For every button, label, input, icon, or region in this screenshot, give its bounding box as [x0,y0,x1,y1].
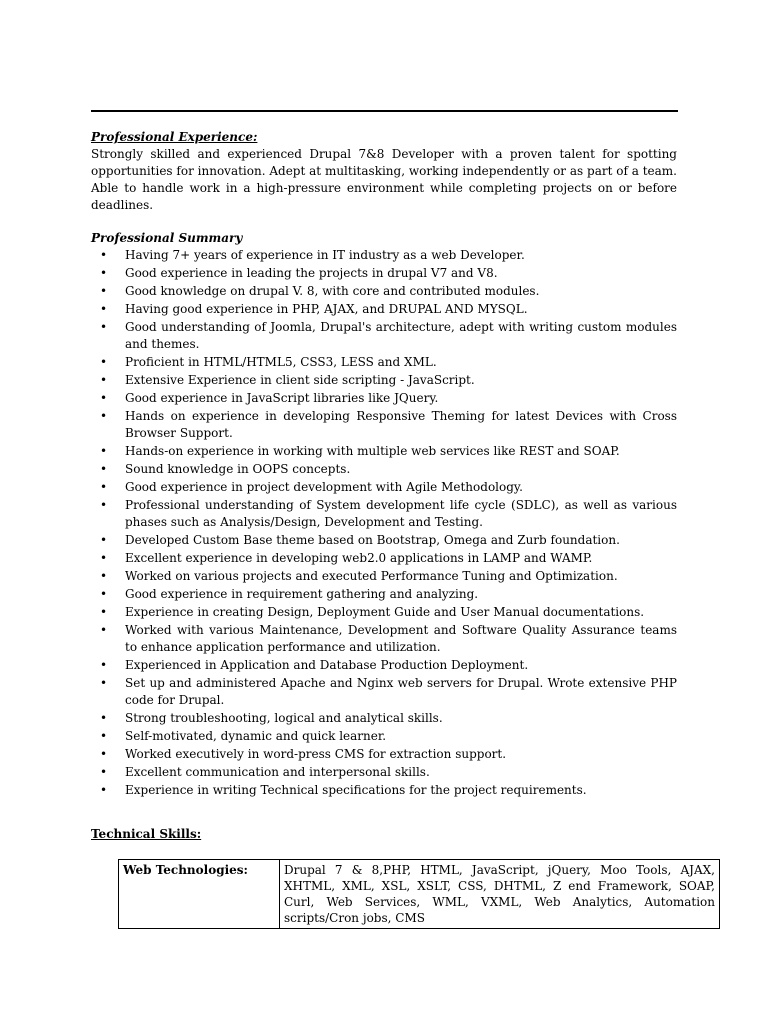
bullet-icon: • [100,783,108,797]
bullet-icon: • [100,248,108,262]
summary-bullet-text: Good knowledge on drupal V. 8, with core and contributed modules. [125,284,540,298]
summary-bullet-text: Extensive Experience in client side scripting - JavaScript. [125,373,475,387]
summary-bullet-item [91,390,677,407]
summary-bullet-item [91,443,677,460]
resume-content [91,129,715,929]
summary-bullet-text: Experience in creating Design, Deployment Guide and User Manual documentations. [125,605,645,619]
skill-category-label: Web Technologies: [119,860,280,929]
summary-bullet-text: Good experience in requirement gathering and analyzing. [125,587,479,601]
bullet-icon: • [100,533,108,547]
bullet-icon: • [100,658,108,672]
professional-experience-intro: Strongly skilled and experienced Drupal 7&8 Developer with a proven talent for spotting opportunities for innovation. Adept at multitasking, working independently or as part of a team. Able to handle work in a high-pressure environment while completing projects on or before deadlines. [91,147,677,212]
summary-bullet-text: Good understanding of Joomla, Drupal's architecture, adept with writing custom modules and themes. [125,320,677,351]
summary-bullet-item [91,550,677,567]
summary-bullet-item [91,319,677,353]
bullet-icon: • [100,623,108,637]
bullet-icon: • [100,373,108,387]
summary-bullet-item [91,354,677,371]
bullet-icon: • [100,747,108,761]
summary-bullet-item [91,265,677,282]
professional-experience-heading: Professional Experience: [91,130,258,144]
summary-bullet-text: Developed Custom Base theme based on Bootstrap, Omega and Zurb foundation. [125,533,620,547]
summary-bullet-text: Professional understanding of System development life cycle (SDLC), as well as various phases such as Analysis/Design, Development and Testing. [125,498,677,529]
summary-bullet-item [91,710,677,727]
summary-bullet-item [91,746,677,763]
summary-bullet-text: Experienced in Application and Database Production Deployment. [125,658,529,672]
summary-bullet-item [91,408,677,442]
summary-bullet-text: Excellent experience in developing web2.0 applications in LAMP and WAMP. [125,551,593,565]
bullet-icon: • [100,302,108,316]
summary-bullet-item [91,586,677,603]
summary-bullet-text: Having good experience in PHP, AJAX, and DRUPAL AND MYSQL. [125,302,528,316]
bullet-icon: • [100,409,108,423]
summary-bullet-text: Set up and administered Apache and Nginx web servers for Drupal. Wrote extensive PHP code for Drupal. [125,676,677,707]
summary-bullet-text: Good experience in JavaScript libraries like JQuery. [125,391,439,405]
summary-bullet-item [91,675,677,709]
summary-bullet-item [91,622,677,656]
summary-bullet-text: Self-motivated, dynamic and quick learner. [125,729,387,743]
summary-bullet-text: Good experience in project development with Agile Methodology. [125,480,523,494]
header-divider [91,110,678,112]
bullet-icon: • [100,605,108,619]
summary-bullet-text: Sound knowledge in OOPS concepts. [125,462,351,476]
professional-summary-list [91,247,677,799]
summary-bullet-text: Worked executively in word-press CMS for extraction support. [125,747,507,761]
summary-bullet-item [91,728,677,745]
bullet-icon: • [100,462,108,476]
summary-bullet-item [91,764,677,781]
technical-skills-heading: Technical Skills: [91,827,202,841]
bullet-icon: • [100,320,108,334]
summary-bullet-text: Proficient in HTML/HTML5, CSS3, LESS and XML. [125,355,437,369]
summary-bullet-text: Experience in writing Technical specifications for the project requirements. [125,783,587,797]
summary-bullet-text: Excellent communication and interpersonal skills. [125,765,430,779]
summary-bullet-item [91,604,677,621]
summary-bullet-item [91,532,677,549]
summary-bullet-text: Having 7+ years of experience in IT industry as a web Developer. [125,248,525,262]
summary-bullet-text: Hands on experience in developing Responsive Theming for latest Devices with Cross Browser Support. [125,409,677,440]
bullet-icon: • [100,711,108,725]
bullet-icon: • [100,569,108,583]
bullet-icon: • [100,587,108,601]
summary-bullet-text: Worked on various projects and executed Performance Tuning and Optimization. [125,569,618,583]
summary-bullet-item [91,479,677,496]
summary-bullet-item [91,301,677,318]
summary-bullet-text: Hands-on experience in working with multiple web services like REST and SOAP. [125,444,620,458]
bullet-icon: • [100,391,108,405]
bullet-icon: • [100,676,108,690]
summary-bullet-item [91,247,677,264]
summary-bullet-item [91,657,677,674]
summary-bullet-item [91,283,677,300]
skills-table-row [119,860,720,929]
bullet-icon: • [100,284,108,298]
summary-bullet-item [91,497,677,531]
bullet-icon: • [100,729,108,743]
summary-bullet-text: Good experience in leading the projects in drupal V7 and V8. [125,266,498,280]
summary-bullet-item [91,782,677,799]
bullet-icon: • [100,355,108,369]
bullet-icon: • [100,498,108,512]
summary-bullet-text: Strong troubleshooting, logical and analytical skills. [125,711,443,725]
bullet-icon: • [100,480,108,494]
bullet-icon: • [100,551,108,565]
summary-bullet-item [91,372,677,389]
skill-category-value: Drupal 7 & 8,PHP, HTML, JavaScript, jQuery, Moo Tools, AJAX, XHTML, XML, XSL, XSLT, CSS, DHTML, Z end Framework, SOAP, Curl, Web Services, WML, VXML, Web Analytics, Automation scripts/Cron jobs, CMS [280,860,720,929]
bullet-icon: • [100,444,108,458]
professional-summary-heading: Professional Summary [91,231,243,245]
bullet-icon: • [100,266,108,280]
technical-skills-table [118,859,720,929]
summary-bullet-item [91,461,677,478]
bullet-icon: • [100,765,108,779]
summary-bullet-text: Worked with various Maintenance, Development and Software Quality Assurance teams to enhance application performance and utilization. [125,623,677,654]
summary-bullet-item [91,568,677,585]
